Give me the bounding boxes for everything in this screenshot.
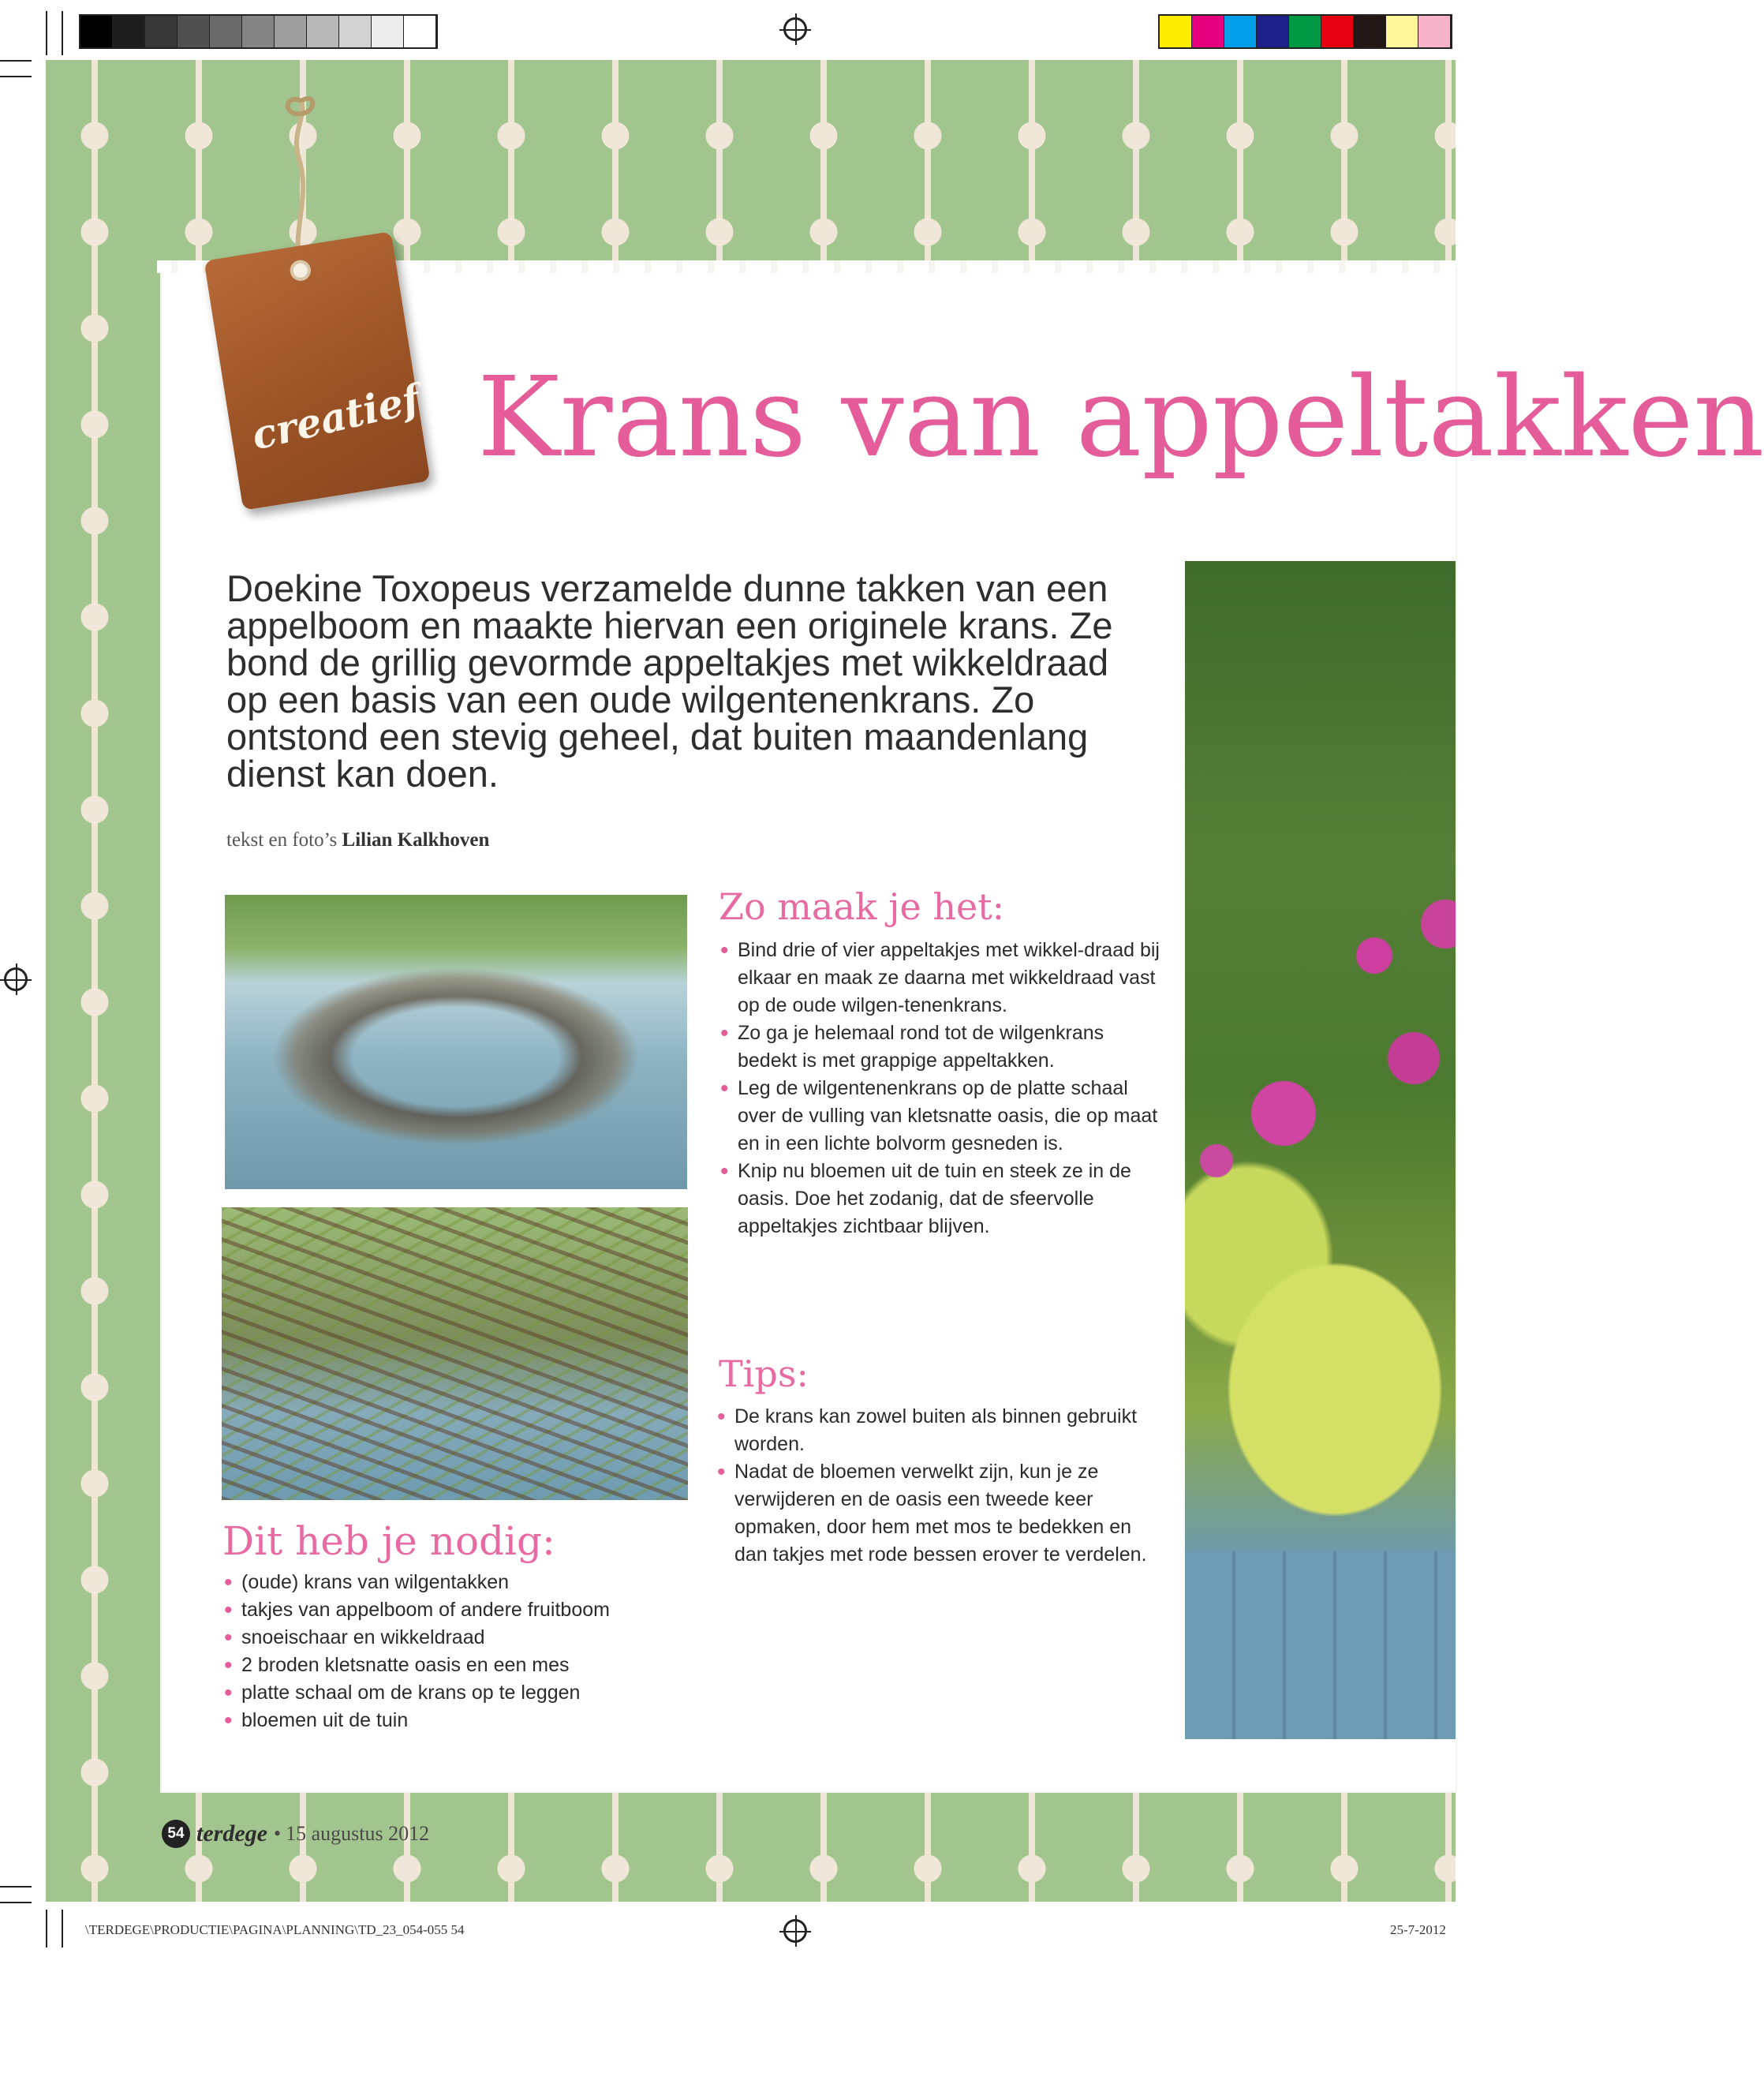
list-item: • De krans kan zowel buiten als binnen gebruikt worden. — [716, 1403, 1157, 1458]
crop-mark — [0, 76, 32, 77]
tag-label: creatief — [247, 375, 424, 459]
list-item: • Nadat de bloemen verwelkt zijn, kun je ze verwijderen en de oasis een tweede keer opmaken, door hem met mos te bedekken en dan takjes met rode bessen erover te verdelen. — [716, 1458, 1157, 1569]
registration-mark-bottom — [783, 1919, 807, 1943]
gray-swatch — [339, 16, 372, 47]
list-item: • Zo ga je helemaal rond tot de wilgenkrans bedekt is met grappige appeltakken. — [719, 1020, 1160, 1075]
footer-separator: • — [273, 1822, 282, 1845]
gray-swatch — [145, 16, 178, 47]
color-swatch — [1224, 16, 1257, 47]
how-to-steps — [719, 937, 1160, 1240]
magazine-brand: terdege — [196, 1820, 267, 1846]
creatief-tag — [204, 231, 430, 511]
list-item: • 2 broden kletsnatte oasis en een mes — [222, 1652, 696, 1679]
photo-credit — [226, 829, 489, 851]
crop-mark — [0, 1886, 32, 1888]
wreath-photo-top — [225, 895, 687, 1189]
tag-hole — [289, 259, 312, 282]
crop-mark — [0, 60, 32, 62]
blue-table — [1185, 1551, 1456, 1739]
list-item: • Knip nu bloemen uit de tuin en steek ze in de oasis. Doe het zodanig, dat de sfeervolle appeltakjes zichtbaar blijven. — [719, 1158, 1160, 1240]
gray-swatch — [307, 16, 339, 47]
color-swatch — [1257, 16, 1289, 47]
color-swatch — [1289, 16, 1321, 47]
production-slug-date: 25-7-2012 — [1390, 1922, 1446, 1937]
page-number: 54 — [162, 1820, 190, 1848]
gray-swatch — [80, 16, 113, 47]
production-slug-path: \TERDEGE\PRODUCTIE\PAGINA\PLANNING\TD_23_054-055 54 — [85, 1922, 465, 1937]
list-item: • snoeischaar en wikkeldraad — [222, 1624, 696, 1652]
gray-swatch — [275, 16, 307, 47]
gray-swatch — [210, 16, 242, 47]
wreath-photo-closeup — [222, 1207, 688, 1500]
color-strip — [1158, 14, 1452, 49]
gray-swatch — [404, 16, 436, 47]
gray-swatch — [242, 16, 275, 47]
grayscale-strip — [79, 14, 438, 49]
crop-mark — [62, 1910, 63, 1947]
color-swatch — [1192, 16, 1224, 47]
how-to-heading: Zo maak je het: — [719, 885, 1005, 928]
crop-mark — [0, 1902, 32, 1903]
gray-swatch — [372, 16, 404, 47]
crop-mark — [46, 11, 47, 55]
list-item: • takjes van appelboom of andere fruitboom — [222, 1596, 696, 1624]
crop-mark — [62, 11, 63, 55]
gray-swatch — [178, 16, 210, 47]
crop-mark — [46, 1910, 47, 1947]
tips-list — [716, 1403, 1157, 1569]
color-swatch — [1321, 16, 1354, 47]
gray-swatch — [113, 16, 145, 47]
article-title: Krans van appeltakken — [477, 354, 1764, 482]
list-item: • (oude) krans van wilgentakken — [222, 1569, 696, 1596]
color-swatch — [1160, 16, 1192, 47]
flower-wreath-photo — [1185, 561, 1456, 1739]
page-footer — [162, 1820, 429, 1848]
color-swatch — [1386, 16, 1418, 47]
list-item: • platte schaal om de krans op te leggen — [222, 1679, 696, 1707]
needs-heading: Dit heb je nodig: — [222, 1518, 555, 1564]
registration-mark-top — [783, 17, 807, 41]
credit-author: Lilian Kalkhoven — [342, 829, 490, 851]
issue-date: 15 augustus 2012 — [286, 1822, 430, 1845]
list-item: • Bind drie of vier appeltakjes met wikkel-draad bij elkaar en maak ze daarna met wikkeldraad vast op de oude wilgen-tenenkrans. — [719, 937, 1160, 1020]
color-swatch — [1354, 16, 1386, 47]
tips-heading: Tips: — [719, 1353, 809, 1395]
list-item: • bloemen uit de tuin — [222, 1707, 696, 1734]
list-item: • Leg de wilgentenenkrans op de platte schaal over de vulling van kletsnatte oasis, die op maat en in een lichte bolvorm gesneden is. — [719, 1075, 1160, 1158]
intro-paragraph: Doekine Toxopeus verzamelde dunne takken van een appelboom en maakte hiervan een originele krans. Ze bond de grillig gevormde appeltakjes met wikkeldraad op een basis van een oude wilgentenenkrans. Zo ontstond een stevig geheel, dat buiten maandenlang dienst kan doen. — [226, 567, 1113, 795]
color-swatch — [1418, 16, 1451, 47]
registration-mark-left — [4, 967, 28, 991]
credit-prefix: tekst en foto’s — [226, 829, 338, 851]
needs-list — [222, 1569, 696, 1734]
